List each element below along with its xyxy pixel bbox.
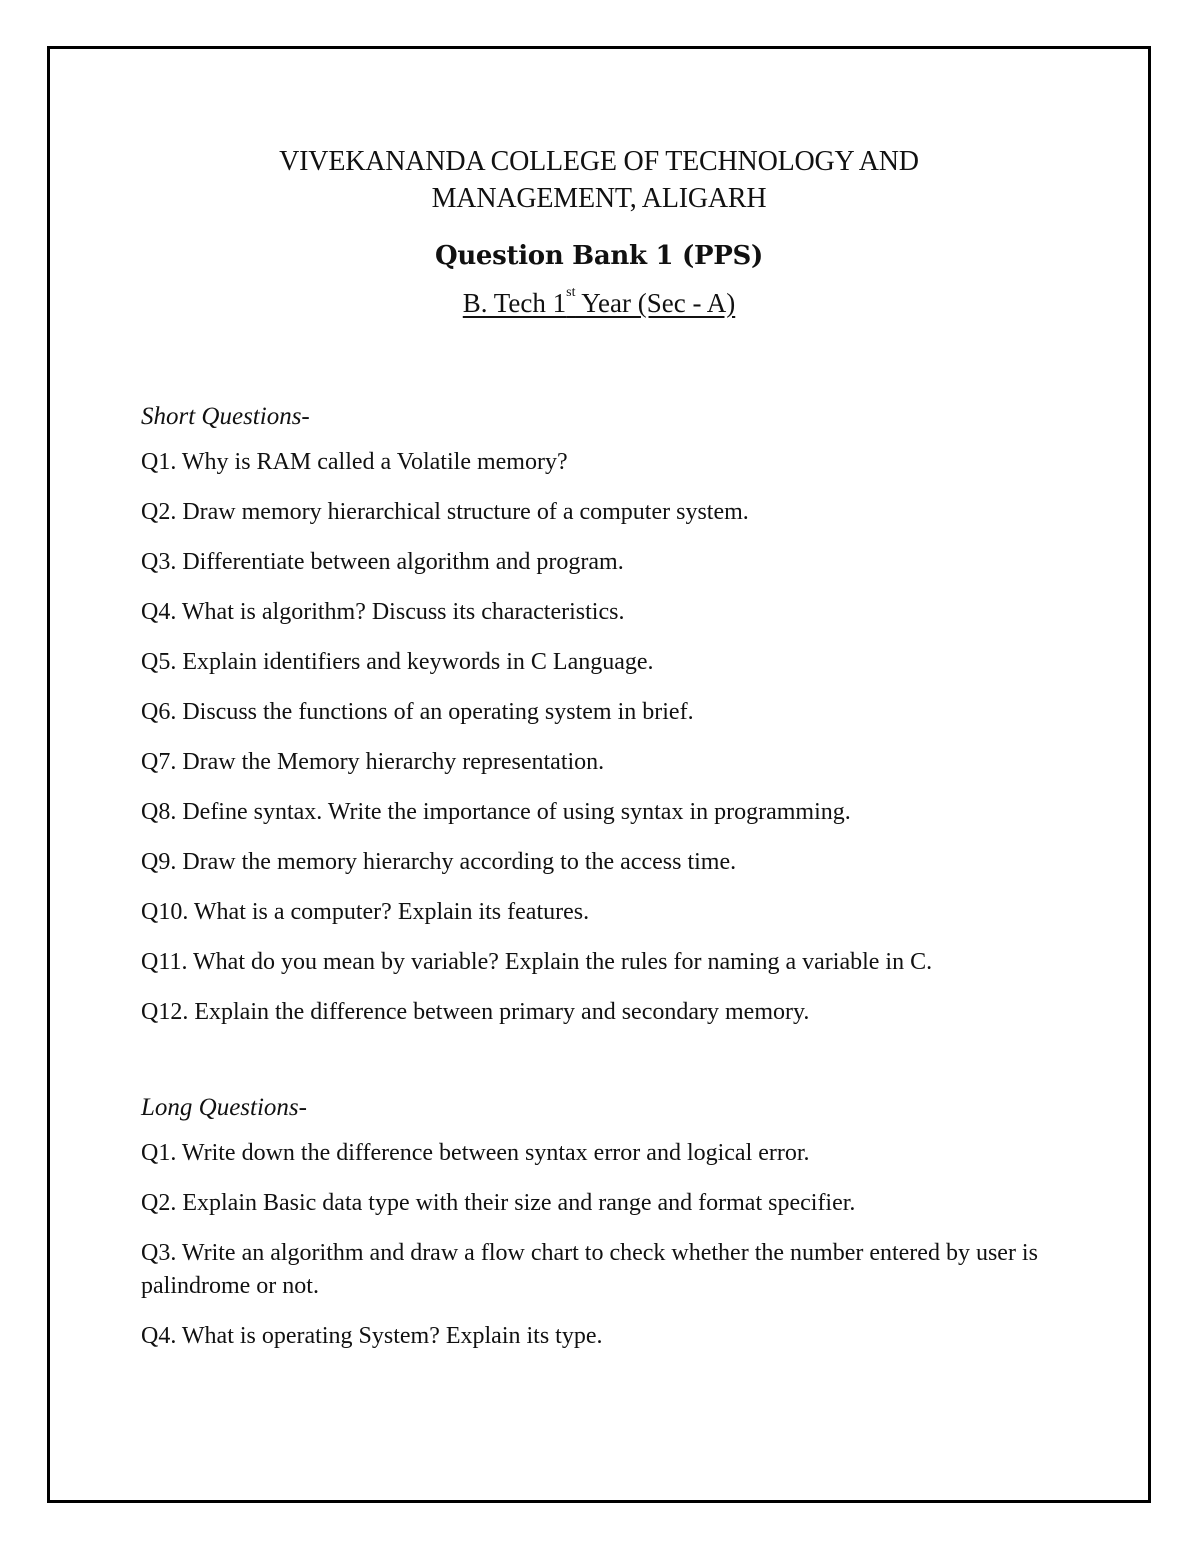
- short-question-6: Q6. Discuss the functions of an operating system in brief.: [141, 699, 694, 725]
- long-questions-list: [141, 1137, 1081, 1353]
- course-line: [47, 285, 1151, 319]
- short-questions-list: [141, 446, 1081, 1029]
- college-name: [47, 143, 1151, 217]
- course-suffix: Year (Sec - A): [575, 288, 736, 318]
- short-question-12: Q12. Explain the difference between primary and secondary memory.: [141, 999, 810, 1025]
- long-question-4: Q4. What is operating System? Explain its type.: [141, 1323, 603, 1349]
- document-header: [47, 143, 1151, 319]
- short-questions-heading: Short Questions-: [141, 403, 310, 430]
- long-questions-heading: Long Questions-: [141, 1094, 307, 1121]
- short-question-2: Q2. Draw memory hierarchical structure of a computer system.: [141, 499, 749, 525]
- long-question-2: Q2. Explain Basic data type with their size and range and format specifier.: [141, 1190, 856, 1216]
- short-question-3: Q3. Differentiate between algorithm and program.: [141, 549, 624, 575]
- short-question-11: Q11. What do you mean by variable? Explain the rules for naming a variable in C.: [141, 949, 933, 975]
- long-question-3: Q3. Write an algorithm and draw a flow chart to check whether the number entered by user is palindrome or not.: [141, 1240, 1038, 1299]
- short-question-4: Q4. What is algorithm? Discuss its characteristics.: [141, 599, 625, 625]
- course-prefix: B. Tech 1: [462, 288, 567, 318]
- course-superscript: st: [566, 285, 576, 300]
- short-question-1: Q1. Why is RAM called a Volatile memory?: [141, 449, 568, 475]
- short-question-10: Q10. What is a computer? Explain its features.: [141, 899, 590, 925]
- short-question-9: Q9. Draw the memory hierarchy according to the access time.: [141, 849, 737, 875]
- short-question-5: Q5. Explain identifiers and keywords in C Language.: [141, 649, 654, 675]
- question-content: [141, 395, 1081, 1353]
- college-name-line1: VIVEKANANDA COLLEGE OF TECHNOLOGY AND: [279, 146, 919, 177]
- short-question-8: Q8. Define syntax. Write the importance of using syntax in programming.: [141, 799, 851, 825]
- short-question-7: Q7. Draw the Memory hierarchy representation.: [141, 749, 605, 775]
- college-name-line2: MANAGEMENT, ALIGARH: [431, 183, 767, 214]
- short-questions-section: [141, 395, 1081, 1029]
- question-bank-title: Question Bank 1 (PPS): [434, 241, 764, 271]
- long-question-1: Q1. Write down the difference between syntax error and logical error.: [141, 1140, 810, 1166]
- long-questions-section: [141, 1086, 1081, 1353]
